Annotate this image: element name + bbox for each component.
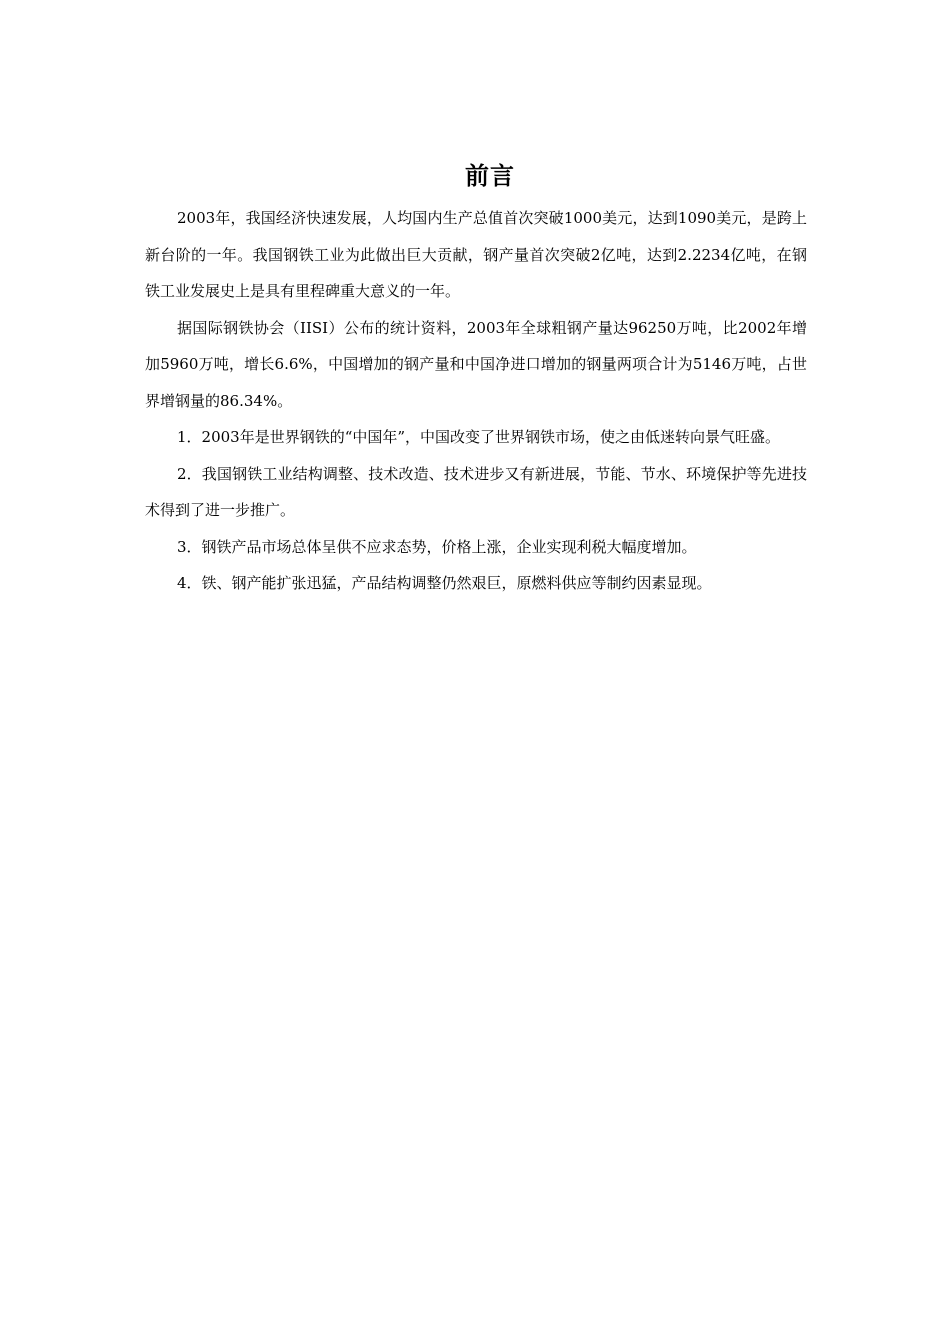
paragraph-point-3: 3．钢铁产品市场总体呈供不应求态势，价格上涨，企业实现利税大幅度增加。	[177, 537, 697, 556]
page-title: 前言	[465, 162, 515, 190]
paragraph-point-1: 1．2003年是世界钢铁的“中国年”，中国改变了世界钢铁市场，使之由低迷转向景气旺盛。	[177, 428, 781, 446]
paragraph-iisi-statistics: 据国际钢铁协会（IISI）公布的统计资料，2003年全球粗钢产量达96250万吨，比2002年增加5960万吨，增长6.6%，中国增加的钢产量和中国净进口增加的钢量两项合计为5146万吨，占世界增钢量的86.34%。	[145, 318, 807, 410]
paragraph-point-2: 2．我国钢铁工业结构调整、技术改造、技术进步又有新进展，节能、节水、环境保护等先进技术得到了进一步推广。	[145, 464, 807, 519]
paragraph-point-4: 4．铁、钢产能扩张迅猛，产品结构调整仍然艰巨，原燃料供应等制约因素显现。	[177, 574, 712, 592]
document-body	[145, 158, 807, 602]
paragraph-intro: 2003年，我国经济快速发展，人均国内生产总值首次突破1000美元，达到1090美元，是跨上新台阶的一年。我国钢铁工业为此做出巨大贡献，钢产量首次突破2亿吨，达到2.2234亿吨，在钢铁工业发展史上是具有里程碑重大意义的一年。	[145, 209, 807, 300]
